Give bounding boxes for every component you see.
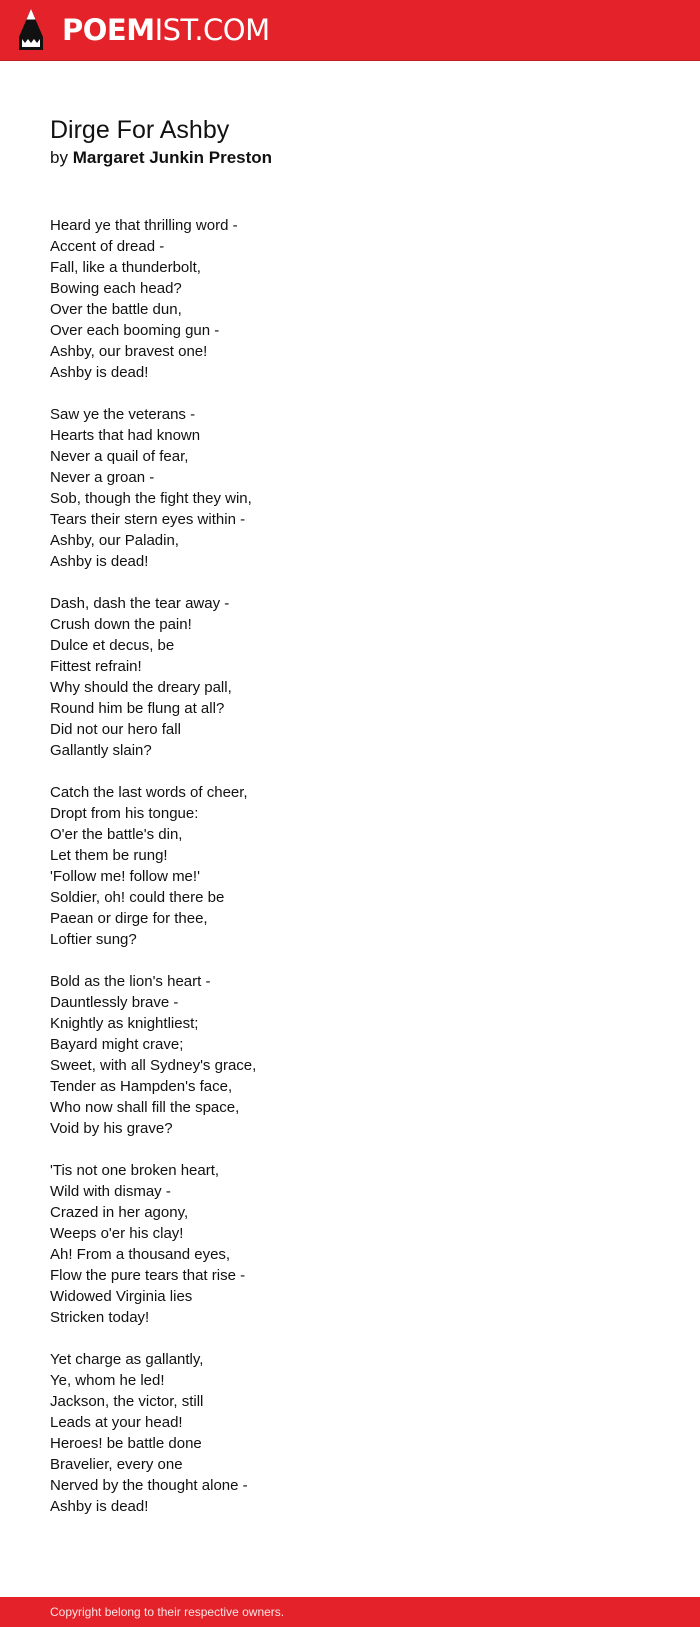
poem-line: Dash, dash the tear away - xyxy=(50,595,230,612)
brand-wordmark-light: IST.COM xyxy=(154,12,270,47)
stanza xyxy=(50,404,650,572)
poem-line: Catch the last words of cheer, xyxy=(50,784,248,801)
byline xyxy=(50,147,650,169)
stanza xyxy=(50,593,650,761)
poem-line: Paean or dirge for thee, xyxy=(50,910,208,927)
poem-body xyxy=(50,215,650,1517)
poem-line: Dulce et decus, be xyxy=(50,637,175,654)
poem-line: Let them be rung! xyxy=(50,847,168,864)
poem-line: Bayard might crave; xyxy=(50,1036,184,1053)
poem-line: Why should the dreary pall, xyxy=(50,679,232,696)
poem-line: Bravelier, every one xyxy=(50,1456,183,1473)
poem-line: Who now shall fill the space, xyxy=(50,1099,240,1116)
pencil-icon xyxy=(18,9,44,51)
poem-line: Tender as Hampden's face, xyxy=(50,1078,233,1095)
poem-line: Over the battle dun, xyxy=(50,301,182,318)
poem-line: 'Tis not one broken heart, xyxy=(50,1162,220,1179)
poem-line: Ashby, our Paladin, xyxy=(50,532,179,549)
poem-line: Gallantly slain? xyxy=(50,742,152,759)
poem-line: Round him be flung at all? xyxy=(50,700,225,717)
poem-line: Soldier, oh! could there be xyxy=(50,889,225,906)
poem-line: Ashby, our bravest one! xyxy=(50,343,208,360)
site-header xyxy=(0,0,700,61)
poem-line: Ashby is dead! xyxy=(50,553,149,570)
poem-line: Widowed Virginia lies xyxy=(50,1288,193,1305)
poem-line: Bold as the lion's heart - xyxy=(50,973,211,990)
poem-line: Wild with dismay - xyxy=(50,1183,171,1200)
site-logo-link[interactable] xyxy=(18,10,270,50)
poem-line: Sob, though the fight they win, xyxy=(50,490,252,507)
stanza xyxy=(50,215,650,383)
brand-wordmark xyxy=(62,12,270,47)
poem-line: Jackson, the victor, still xyxy=(50,1393,204,1410)
author-name: Margaret Junkin Preston xyxy=(72,148,273,167)
poem-line: Heard ye that thrilling word - xyxy=(50,217,238,234)
stanza xyxy=(50,1160,650,1328)
poem-line: Bowing each head? xyxy=(50,280,182,297)
poem-line: Loftier sung? xyxy=(50,931,137,948)
brand-wordmark-bold: POEM xyxy=(62,12,155,47)
stanza xyxy=(50,782,650,950)
poem-line: Yet charge as gallantly, xyxy=(50,1351,204,1368)
site-footer xyxy=(0,1597,700,1627)
poem-line: Dauntlessly brave - xyxy=(50,994,179,1011)
poem-line: Saw ye the veterans - xyxy=(50,406,196,423)
poem-line: Leads at your head! xyxy=(50,1414,183,1431)
poem-line: Stricken today! xyxy=(50,1309,150,1326)
poem-line: Over each booming gun - xyxy=(50,322,220,339)
poem-line: Hearts that had known xyxy=(50,427,201,444)
byline-label: by xyxy=(50,148,68,167)
poem-line: Ashby is dead! xyxy=(50,364,149,381)
poem-line: Flow the pure tears that rise - xyxy=(50,1267,246,1284)
poem-line: Ashby is dead! xyxy=(50,1498,149,1515)
poem-line: Crazed in her agony, xyxy=(50,1204,189,1221)
poem-line: Fall, like a thunderbolt, xyxy=(50,259,201,276)
poem-line: Ah! From a thousand eyes, xyxy=(50,1246,231,1263)
poem-line: Tears their stern eyes within - xyxy=(50,511,246,528)
stanza xyxy=(50,971,650,1139)
poem-line: Dropt from his tongue: xyxy=(50,805,199,822)
poem-line: Accent of dread - xyxy=(50,238,165,255)
poem-line: Knightly as knightliest; xyxy=(50,1015,199,1032)
poem-line: Never a groan - xyxy=(50,469,155,486)
poem-line: Nerved by the thought alone - xyxy=(50,1477,248,1494)
poem-line: Never a quail of fear, xyxy=(50,448,189,465)
stanza xyxy=(50,1349,650,1517)
poem-line: Weeps o'er his clay! xyxy=(50,1225,184,1242)
poem-title: Dirge For Ashby xyxy=(50,116,230,144)
poem-line: Crush down the pain! xyxy=(50,616,192,633)
poem-line: Sweet, with all Sydney's grace, xyxy=(50,1057,257,1074)
copyright-notice: Copyright belong to their respective owners. xyxy=(50,1605,285,1619)
poem-line: Fittest refrain! xyxy=(50,658,142,675)
poem-line: Heroes! be battle done xyxy=(50,1435,202,1452)
poem-line: Void by his grave? xyxy=(50,1120,173,1137)
poem-line: Ye, whom he led! xyxy=(50,1372,165,1389)
poem-line: 'Follow me! follow me!' xyxy=(50,868,200,885)
poem-line: O'er the battle's din, xyxy=(50,826,183,843)
poem-line: Did not our hero fall xyxy=(50,721,181,738)
poem-article xyxy=(50,114,650,1538)
